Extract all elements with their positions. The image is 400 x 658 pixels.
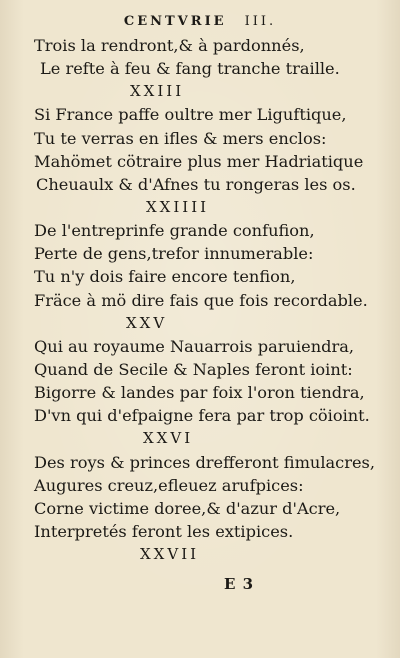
verse-line: Fräce à mö dire fais que fois recordable. — [34, 290, 368, 310]
verse-line: Trois la rendront,& à pardonnés, — [34, 36, 305, 55]
verse-line: Des roys & princes drefferont fimulacres, — [34, 452, 376, 472]
verse-line: Si France paffe oultre mer Liguftique, — [34, 105, 347, 125]
verse-line: Augures creuz,efleuez arufpices: — [34, 475, 304, 495]
quatrain-number: XXVII — [140, 545, 200, 564]
signature-mark: E 3 — [224, 575, 255, 593]
quatrain-number: XXV — [126, 313, 168, 332]
verse-line: Corne victime doree,& d'azur d'Acre, — [34, 498, 341, 518]
quatrain-text — [34, 34, 384, 566]
quatrain-number: XXVI — [143, 429, 194, 448]
verse-line: Perte de gens,trefor innumerable: — [34, 244, 314, 264]
verse-line: Bigorre & landes par foix l'oron tiendra, — [34, 383, 365, 403]
verse-line: Cheuaulx & d'Afnes tu rongeras les os. — [36, 174, 356, 194]
quatrain-number: XXIII — [130, 82, 185, 101]
running-header — [0, 14, 400, 29]
verse-line: D'vn qui d'efpaigne fera par trop cöioint. — [34, 406, 370, 426]
verse-line: Qui au royaume Nauarrois paruiendra, — [34, 336, 355, 356]
quatrain-number: XXIIII — [146, 197, 210, 216]
verse-line: Interpretés feront les extipices. — [34, 521, 294, 541]
verse-line: Mahömet cötraire plus mer Hadriatique — [34, 151, 364, 171]
verse-line: De l'entreprinfe grande confufion, — [34, 221, 315, 241]
verse-line: Le refte à feu & fang tranche traille. — [40, 59, 340, 79]
header-title: CENTVRIE — [123, 14, 227, 29]
verse-line: Tu n'y dois faire encore tenfion, — [34, 267, 296, 287]
verse-line: Quand de Secile & Naples feront ioint: — [34, 359, 353, 379]
verse-line: Tu te verras en ifles & mers enclos: — [34, 128, 327, 148]
page-number: III. — [244, 14, 277, 29]
